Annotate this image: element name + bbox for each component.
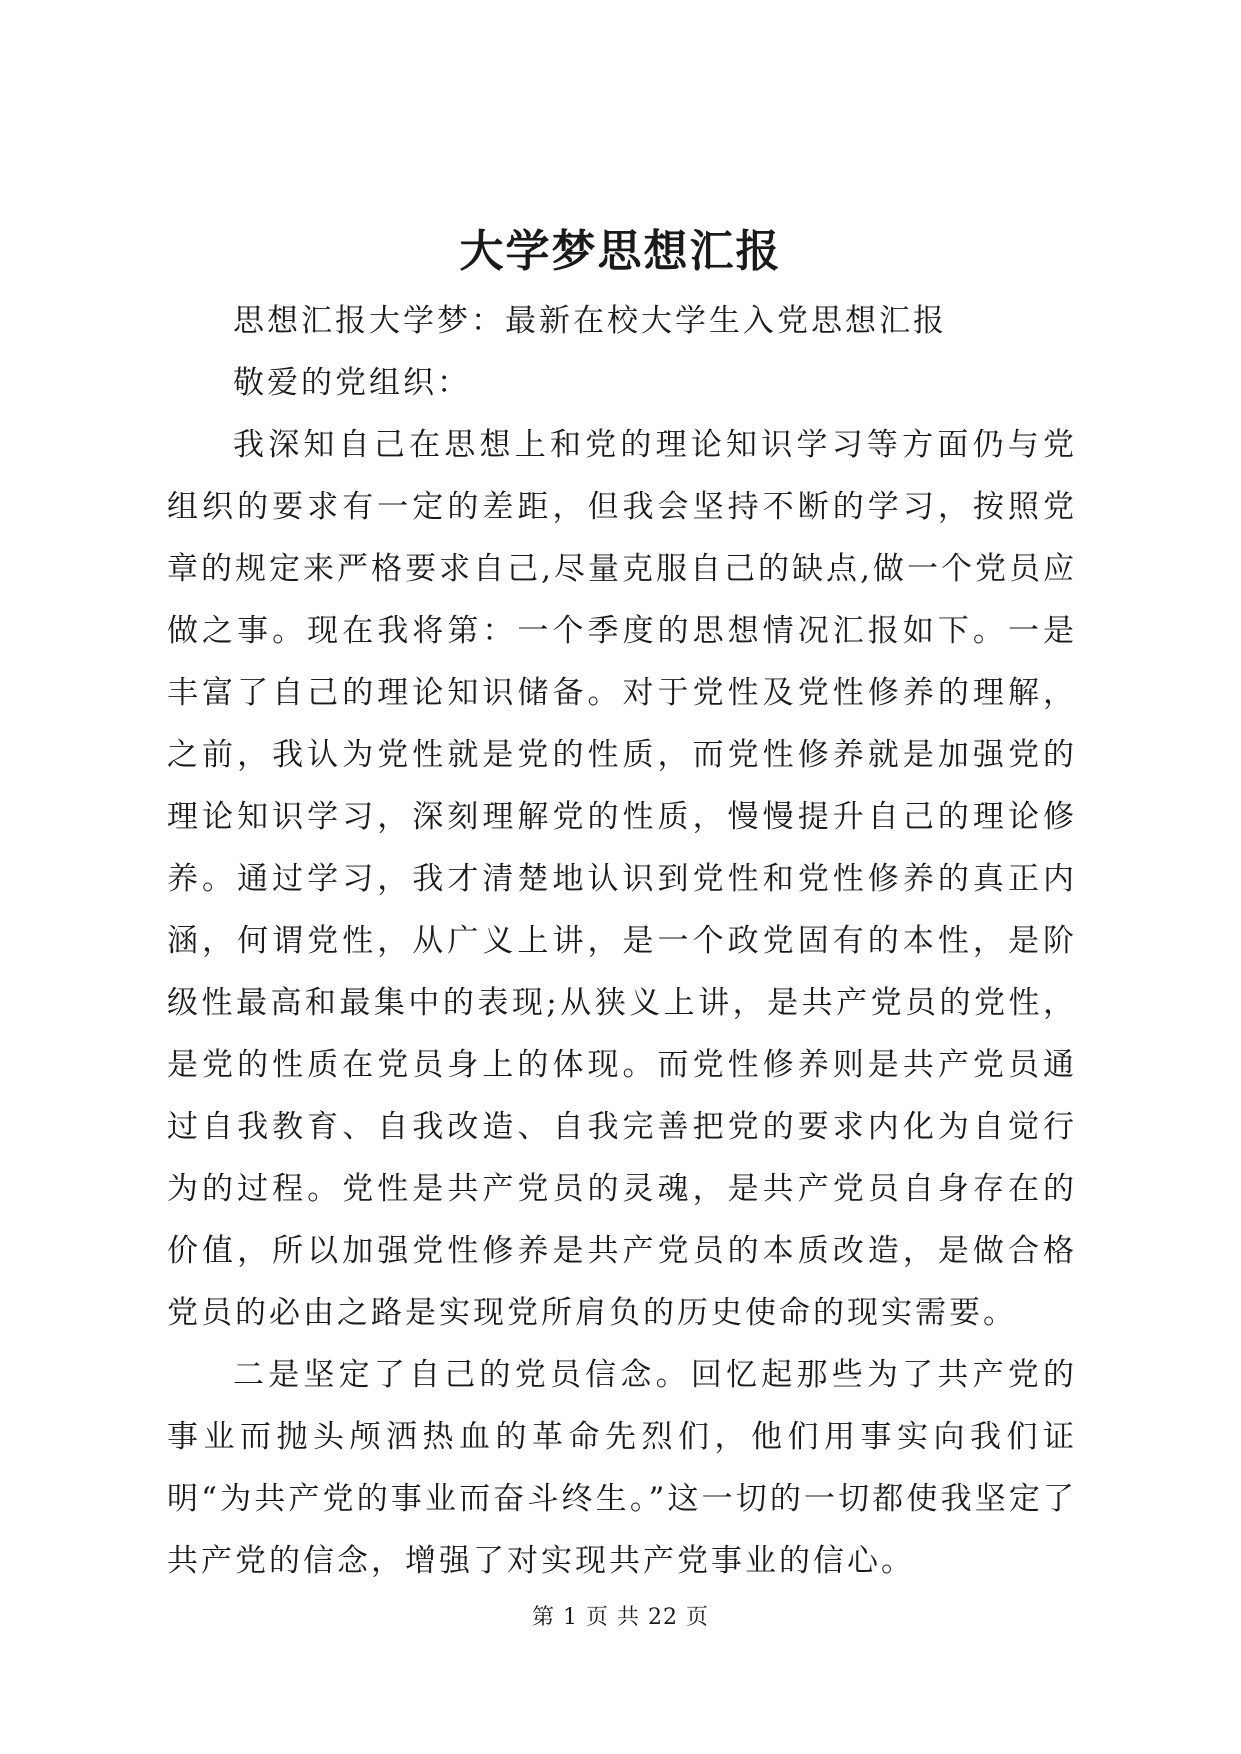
body-paragraph: 我深知自己在思想上和党的理论知识学习等方面仍与党组织的要求有一定的差距，但我会坚持不断的学习，按照党章的规定来严格要求自己,尽量克服自己的缺点,做一个党员应做之事。现在我将第：一个季度的思想情况汇报如下。一是丰富了自己的理论知识储备。对于党性及党性修养的理解，之前，我认为党性就是党的性质，而党性修养就是加强党的理论知识学习，深刻理解党的性质，慢慢提升自己的理论修养。通过学习，我才清楚地认识到党性和党性修养的真正内涵，何谓党性，从广义上讲，是一个政党固有的本性，是阶级性最高和最集中的表现;从狭义上讲，是共产党员的党性，是党的性质在党员身上的体现。而党性修养则是共产党员通过自我教育、自我改造、自我完善把党的要求内化为自觉行为的过程。党性是共产党员的灵魂，是共产党员自身存在的价值，所以加强党性修养是共产党员的本质改造，是做合格党员的必由之路是实现党所肩负的历史使命的现实需要。	[167, 427, 1077, 1331]
subtitle-paragraph: 思想汇报大学梦：最新在校大学生入党思想汇报	[233, 303, 947, 339]
salutation-paragraph: 敬爱的党组织：	[233, 365, 471, 401]
page-number-footer: 第 1 页 共 22 页	[532, 1605, 709, 1630]
document-body	[167, 290, 1077, 1592]
document-title: 大学梦思想汇报	[459, 226, 782, 277]
body-paragraph: 二是坚定了自己的党员信念。回忆起那些为了共产党的事业而抛头颅洒热血的革命先烈们，他们用事实向我们证明“为共产党的事业而奋斗终生。”这一切的一切都使我坚定了共产党的信念，增强了对实现共产党事业的信心。	[167, 1357, 1077, 1579]
